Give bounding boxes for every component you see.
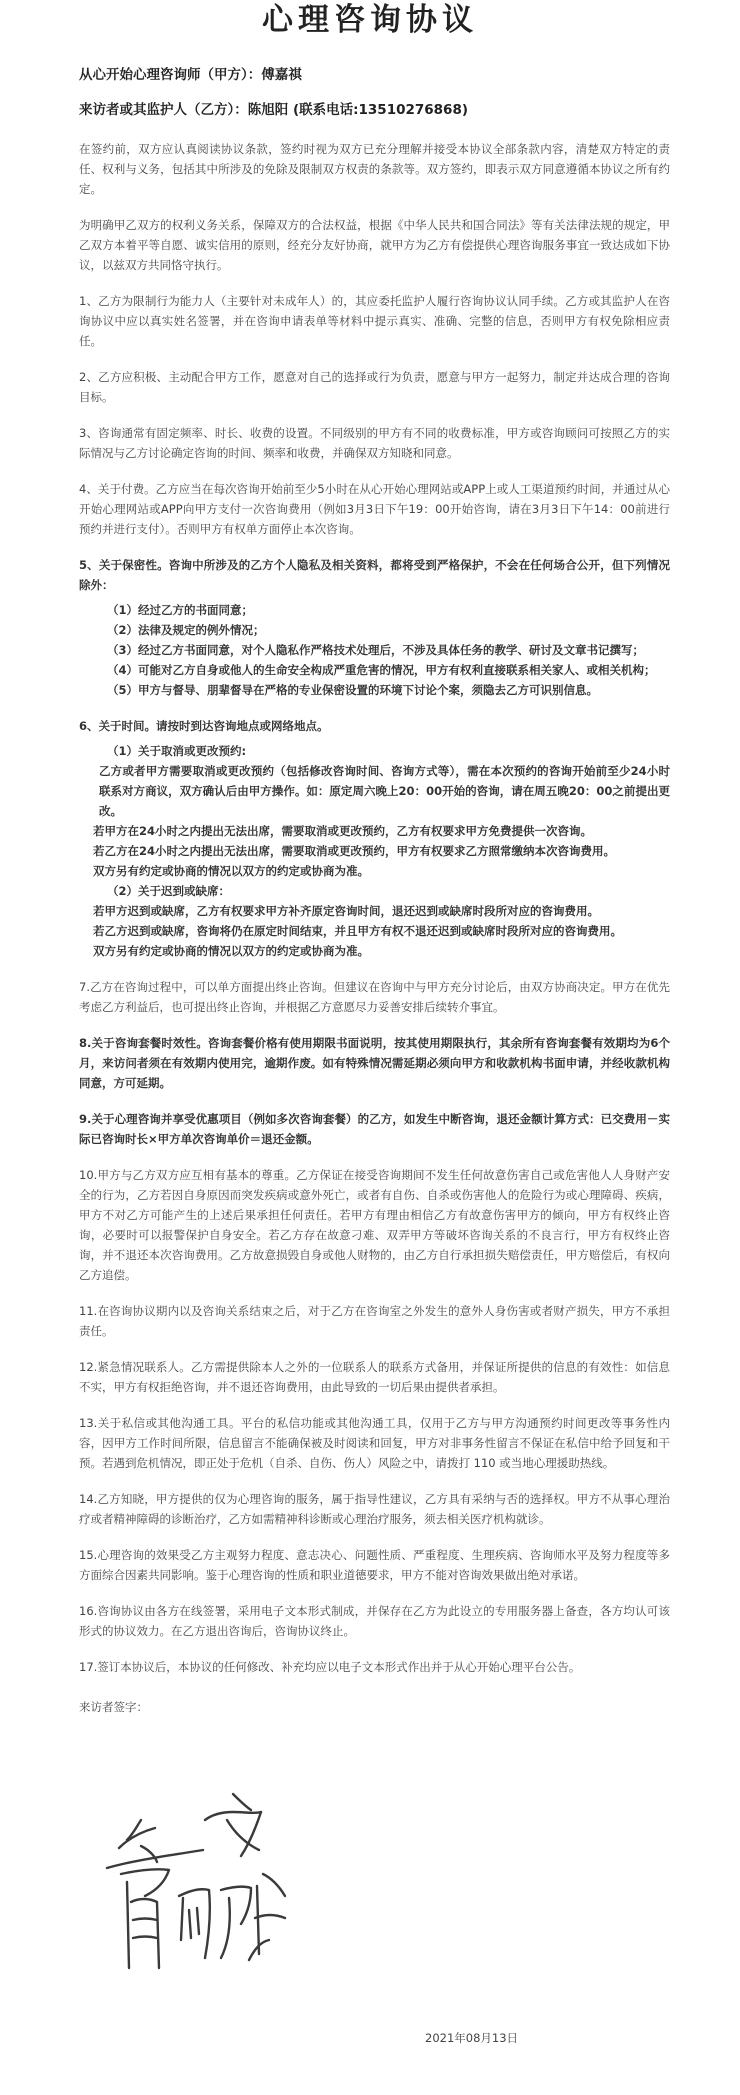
clause-6-sub-line: 若甲方在24小时之内提出无法出席，需要取消或更改预约，乙方有权要求甲方免费提供一次咨询。 (93, 824, 592, 838)
handwritten-signature (105, 1790, 305, 1975)
clause-5-list (79, 600, 670, 700)
clause-8: 8.关于咨询套餐时效性。咨询套餐价格有使用期限书面说明，按其使用期限执行，其余所有咨询套餐有效期均为6个月，来访问者须在有效期内使用完，逾期作废。如有特殊情况需延期必须向甲方和收款机构书面申请，并经收款机构同意，方可延期。 (79, 1036, 670, 1090)
clause-6-sub-line: 若乙方在24小时之内提出无法出席，需要取消或更改预约，甲方有权要求乙方照常缴纳本次咨询费用。 (93, 844, 615, 858)
clause-2: 2、乙方应积极、主动配合甲方工作，愿意对自己的选择或行为负责，愿意与甲方一起努力，制定并达成合理的咨询目标。 (79, 370, 670, 404)
clause-6-sub-paragraph: 乙方或者甲方需要取消或更改预约（包括修改咨询时间、咨询方式等），需在本次预约的咨询开始前至少24小时联系对方商议，双方确认后由甲方操作。如：原定周六晚上20：00开始的咨询，请在周五晚20：00之前提出更改。 (99, 764, 670, 818)
clause-5-item: （3）经过乙方书面同意，对个人隐私作严格技术处理后，不涉及具体任务的教学、研讨及文章书记撰写； (107, 643, 644, 657)
clause-6-sub-line: 双方另有约定或协商的情况以双方的约定或协商为准。 (93, 864, 369, 878)
clause-6-section (79, 741, 670, 961)
clause-10: 10.甲方与乙方双方应互相有基本的尊重。乙方保证在接受咨询期间不发生任何故意伤害自己或危害他人人身财产安全的行为，乙方若因自身原因而突发疾病或意外死亡，或者有自伤、自杀或伤害他人的危险行为或心理障碍、疾病，甲方不对乙方可能产生的上述后果承担任何责任。若甲方有理由相信乙方有故意伤害甲方的倾向，甲方有权终止咨询，必要时可以报警保护自身安全。若乙方存在故意刁难、双弄甲方等破坏咨询关系的不良言行，甲方有权终止咨询，并不退还本次咨询费用。乙方故意损毁自身或他人财物的，由乙方自行承担损失赔偿责任，甲方赔偿后，有权向乙方追偿。 (79, 1168, 670, 1282)
clause-5-item: （4）可能对乙方自身或他人的生命安全构成严重危害的情况，甲方有权利直接联系相关家人、或相关机构； (107, 663, 656, 677)
clause-9: 9.关于心理咨询并享受优惠项目（例如多次咨询套餐）的乙方，如发生中断咨询，退还金额计算方式：已交费用－实际已咨询时长×甲方单次咨询单价＝退还金额。 (79, 1112, 670, 1146)
signature-label: 来访者签字： (79, 1700, 148, 1714)
clause-4: 4、关于付费。乙方应当在每次咨询开始前至少5小时在从心开始心理网站或APP上或人工渠道预约时间，并通过从心开始心理网站或APP向甲方支付一次咨询费用（例如3月3日下午19：00开始咨询，请在3月3日下午14：00前进行预约并进行支付）。否则甲方有权单方面停止本次咨询。 (79, 482, 670, 536)
clause-6-sub-line: 双方另有约定或协商的情况以双方的约定或协商为准。 (93, 944, 369, 958)
clause-5-item: （2）法律及规定的例外情况； (107, 623, 265, 637)
clause-5-item: （5）甲方与督导、朋辈督导在严格的专业保密设置的环境下讨论个案，须隐去乙方可识别信息。 (107, 683, 598, 697)
clause-15: 15.心理咨询的效果受乙方主观努力程度、意志决心、问题性质、严重程度、生理疾病、咨询师水平及努力程度等多方面综合因素共同影响。鉴于心理咨询的性质和职业道德要求，甲方不能对咨询效果做出绝对承诺。 (79, 1548, 670, 1582)
clause-11: 11.在咨询协议期内以及咨询关系结束之后，对于乙方在咨询室之外发生的意外人身伤害或者财产损失，甲方不承担责任。 (79, 1304, 670, 1338)
clause-6-sub-heading-2: （2）关于迟到或缺席： (107, 884, 231, 898)
clause-6: 6、关于时间。请按时到达咨询地点或网络地点。 (79, 719, 329, 733)
party-b: 来访者或其监护人（乙方）：陈旭阳 (联系电话:13510276868) (79, 102, 469, 118)
clause-6-sub-line: 若乙方迟到或缺席，咨询将仍在原定时间结束，并且甲方有权不退还迟到或缺席时段所对应的咨询费用。 (93, 924, 622, 938)
clause-1: 1、乙方为限制行为能力人（主要针对未成年人）的，其应委托监护人履行咨询协议认同手续。乙方或其监护人在咨询协议中应以真实姓名签署，并在咨询申请表单等材料中提示真实、准确、完整的信息，否则甲方有权免除相应责任。 (79, 294, 670, 348)
intro-paragraph-1: 在签约前，双方应认真阅读协议条款，签约时视为双方已充分理解并接受本协议全部条款内容，清楚双方特定的责任、权利与义务，包括其中所涉及的免除及限制双方权责的条款等。双方签约，即表示双方同意遵循本协议之所有约定。 (79, 142, 670, 196)
document-body (0, 36, 740, 1717)
clause-7: 7.乙方在咨询过程中，可以单方面提出终止咨询。但建议在咨询中与甲方充分讨论后，由双方协商决定。甲方在优先考虑乙方利益后，也可提出终止咨询，并根据乙方意愿尽力妥善安排后续转介事宜。 (79, 980, 670, 1014)
clause-6-sub-heading-1: （1）关于取消或更改预约: (107, 744, 247, 758)
clause-3: 3、咨询通常有固定频率、时长、收费的设置。不同级别的甲方有不同的收费标准，甲方或咨询顾问可按照乙方的实际情况与乙方讨论确定咨询的时间、频率和收费，并确保双方知晓和同意。 (79, 426, 670, 460)
clause-17: 17.签订本协议后，本协议的任何修改、补充均应以电子文本形式作出并于从心开始心理平台公告。 (79, 1660, 581, 1674)
clause-13: 13.关于私信或其他沟通工具。平台的私信功能或其他沟通工具，仅用于乙方与甲方沟通预约时间更改等事务性内容，因甲方工作时间所限，信息留言不能确保被及时阅读和回复，甲方对非事务性留言不保证在私信中给予回复和干预。若遇到危机情况，即正处于危机（自杀、自伤、伤人）风险之中，请拨打 110 或当地心理援助热线。 (79, 1416, 670, 1470)
clause-14: 14.乙方知晓，甲方提供的仅为心理咨询的服务，属于指导性建议，乙方具有采纳与否的选择权。甲方不从事心理治疗或者精神障碍的诊断治疗，乙方如需精神科诊断或心理治疗服务，须去相关医疗机构就诊。 (79, 1492, 670, 1526)
party-a: 从心开始心理咨询师（甲方）：傅嘉祺 (79, 67, 302, 83)
clause-12: 12.紧急情况联系人。乙方需提供除本人之外的一位联系人的联系方式备用，并保证所提供的信息的有效性：如信息不实，甲方有权拒绝咨询，并不退还咨询费用，由此导致的一切后果由提供者承担。 (79, 1360, 670, 1394)
clause-5: 5、关于保密性。咨询中所涉及的乙方个人隐私及相关资料，都将受到严格保护，不会在任何场合公开，但下列情况除外： (79, 558, 670, 592)
clause-5-item: （1）经过乙方的书面同意； (107, 603, 254, 617)
clause-16: 16.咨询协议由各方在线签署，采用电子文本形式制成，并保存在乙方为此设立的专用服务器上备查，各方均认可该形式的协议效力。在乙方退出咨询后，咨询协议终止。 (79, 1604, 670, 1638)
document-title: 心理咨询协议 (262, 2, 478, 38)
intro-paragraph-2: 为明确甲乙双方的权利义务关系，保障双方的合法权益，根据《中华人民共和国合同法》等有关法律法规的规定，甲乙双方本着平等自愿、诚实信用的原则，经充分友好协商，就甲方为乙方有偿提供心理咨询服务事宜一致达成如下协议，以兹双方共同恪守执行。 (79, 218, 670, 272)
signature-date: 2021年08月13日 (425, 2031, 519, 2045)
clause-6-sub-line: 若甲方迟到或缺席，乙方有权要求甲方补齐原定咨询时间，退还迟到或缺席时段所对应的咨询费用。 (93, 904, 599, 918)
